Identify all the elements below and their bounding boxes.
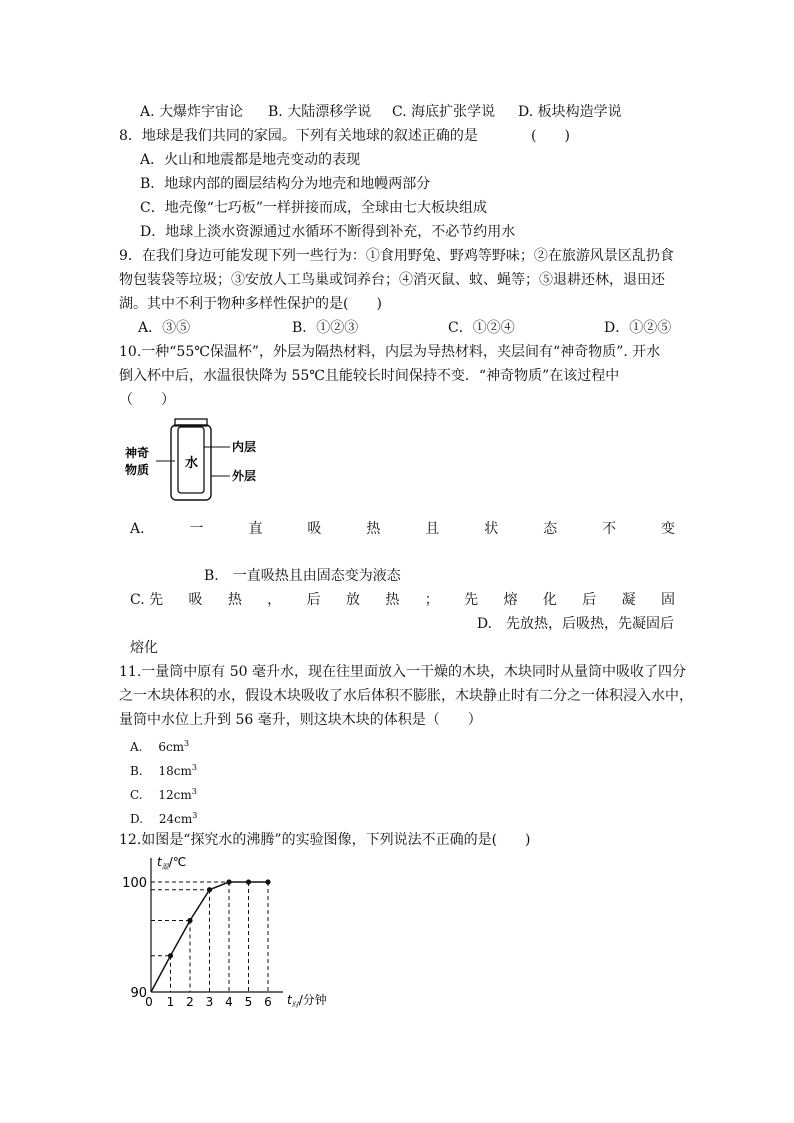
- q11-line-1: 11.一量筒中原有 50 毫升水，现在往里面放入一干燥的木块，木块同时从量筒中吸收了四分: [119, 664, 686, 680]
- q11-option-d: [130, 806, 197, 829]
- q10-option-a-char: A.: [130, 521, 145, 537]
- q10-option-a-char: 热: [366, 521, 381, 537]
- q10-line-3: （ ）: [119, 392, 175, 408]
- q10-option-d-continued: 熔化: [130, 640, 158, 656]
- q8-option-b: B．地球内部的圈层结构分为地壳和地幔两部分: [140, 176, 431, 192]
- q9-option-a: A．③⑤: [138, 320, 191, 336]
- q10-option-a-char: 直: [248, 521, 263, 537]
- y-axis-label: [157, 855, 186, 871]
- q10-option-c-char: 后: [306, 592, 321, 608]
- q10-option-b: B. 一直吸热且由固态变为液态: [204, 568, 401, 584]
- q10-line-2: 倒入杯中后，水温很快降为 55℃且能较长时间保持不变．“神奇物质”在该过程中: [119, 368, 620, 384]
- x-tick-label: 4: [225, 995, 233, 1009]
- x-axis-label: [287, 992, 327, 1009]
- y-tick-label: 90: [130, 986, 147, 1001]
- q9-option-d: D．①②⑤: [604, 320, 672, 336]
- q10-option-c-char: 热: [227, 592, 242, 608]
- data-point: [246, 879, 251, 884]
- q9-option-b: B．①②③: [292, 320, 359, 336]
- q10-option-a-char: 不: [602, 521, 617, 537]
- figure-label-water: 水: [185, 456, 199, 471]
- x-tick-label: 6: [264, 995, 272, 1009]
- q11-option-exponent: 3: [192, 811, 198, 820]
- x-tick-label: 2: [186, 995, 194, 1009]
- figure-label-magic-2: 物质: [125, 463, 150, 477]
- q9-line-3: 湖。其中不利于物种多样性保护的是( ): [119, 296, 382, 312]
- q11-line-3: 量筒中水位上升到 56 毫升，则这块木块的体积是（ ）: [119, 712, 482, 728]
- data-point: [207, 887, 212, 892]
- x-tick-label: 3: [205, 995, 214, 1009]
- x-tick-label: 5: [244, 995, 253, 1009]
- y-axis-var: t: [157, 855, 162, 869]
- q10-option-c-char: 热: [385, 592, 400, 608]
- thermos-cup-figure: [122, 415, 272, 515]
- q11-option-c: [130, 782, 197, 805]
- q10-option-a-char: 吸: [307, 521, 322, 537]
- y-tick-label: 100: [122, 876, 147, 891]
- q10-option-a-char: 变: [661, 521, 675, 537]
- data-point: [168, 953, 173, 958]
- q10-option-c-char: 化: [542, 592, 557, 608]
- q10-option-c-char: 固: [661, 592, 675, 608]
- q7-option-d: D. 板块构造学说: [518, 104, 622, 120]
- q10-option-a-char: 态: [543, 521, 558, 537]
- q11-option-a: [130, 734, 189, 757]
- chart-points: [168, 879, 271, 958]
- figure-label-inner: 内层: [232, 440, 257, 454]
- x-tick-label: 1: [166, 995, 175, 1009]
- q12-stem: 12.如图是“探究水的沸腾”的实验图像，下列说法不正确的是( ): [119, 832, 531, 848]
- q11-option-value: 6cm: [158, 740, 185, 754]
- q11-option-exponent: 3: [184, 739, 190, 748]
- q11-option-b: [130, 758, 197, 781]
- q8-stem: 8．地球是我们共同的家园。下列有关地球的叙述正确的是: [119, 128, 478, 144]
- q10-option-c-char: 凝: [621, 592, 636, 608]
- q10-option-d: D. 先放热，后吸热，先凝固后: [476, 616, 674, 632]
- q11-option-letter: B.: [130, 764, 143, 778]
- q10-option-a-char: 且: [425, 521, 440, 537]
- q10-option-a: [130, 519, 675, 539]
- q8-option-d: D．地球上淡水资源通过水循环不断得到补充，不必节约用水: [140, 224, 516, 240]
- y-axis-unit: /℃: [168, 855, 187, 869]
- x-tick-label: 0: [145, 995, 153, 1009]
- q10-option-c-char: 吸: [188, 592, 203, 608]
- figure-label-outer: 外层: [232, 469, 257, 483]
- q11-option-value: 18cm: [158, 764, 192, 778]
- q8-option-c: C．地壳像“七巧板”一样拼接而成，全球由七大板块组成: [140, 200, 488, 216]
- figure-label-magic-1: 神奇: [125, 446, 150, 460]
- q11-option-letter: D.: [130, 812, 144, 826]
- q10-option-c: [130, 590, 675, 610]
- q10-option-c-char: 先: [464, 592, 479, 608]
- q11-option-letter: C.: [130, 788, 143, 802]
- data-point: [265, 879, 270, 884]
- chart-guide-lines: [151, 882, 268, 992]
- q8-answer-paren: ( ): [531, 128, 570, 144]
- q10-option-c-char: 放: [346, 592, 360, 608]
- y-axis-subscript: 温: [161, 863, 169, 871]
- data-point: [226, 879, 231, 884]
- q10-line-1: 10.一种“55℃保温杯”，外层为隔热材料，内层为导热材料，夹层间有“神奇物质”. 开水: [119, 344, 661, 360]
- q7-option-b: B. 大陆漂移学说: [268, 104, 372, 120]
- q8-option-a: A．火山和地震都是地壳变动的表现: [140, 152, 361, 168]
- x-axis-var: t: [287, 993, 292, 1007]
- q11-line-2: 之一木块体积的水，假设木块吸收了水后体积不膨胀，木块静止时有二分之一体积浸入水中，: [119, 688, 693, 704]
- q7-option-c: C. 海底扩张学说: [392, 104, 496, 120]
- q11-option-exponent: 3: [191, 763, 197, 772]
- x-axis-unit: /分钟: [298, 993, 327, 1007]
- q11-option-value: 24cm: [158, 812, 193, 826]
- q10-option-a-char: 状: [484, 521, 499, 537]
- q10-option-a-char: 一: [189, 521, 204, 537]
- q10-option-c-char: ；: [424, 592, 439, 608]
- q7-option-a: A. 大爆炸宇宙论: [140, 104, 244, 120]
- q9-line-2: 物包装袋等垃圾；③安放人工鸟巢或饲养台；④消灭鼠、蚊、蝇等；⑤退耕还林，退田还: [119, 272, 665, 288]
- q9-line-1: 9．在我们身边可能发现下列一些行为：①食用野兔、野鸡等野味；②在旅游风景区乱扔食: [119, 248, 674, 264]
- data-point: [187, 918, 192, 923]
- x-axis-subscript: 时: [291, 1001, 299, 1009]
- q11-option-exponent: 3: [191, 787, 197, 796]
- q9-option-c: C．①②④: [448, 320, 515, 336]
- q11-option-value: 12cm: [158, 788, 192, 802]
- q10-option-c-char: ，: [267, 592, 282, 608]
- boiling-temperature-chart: [115, 852, 335, 1012]
- q11-option-letter: A.: [130, 740, 143, 754]
- q10-option-c-char: 熔: [503, 592, 518, 608]
- q10-option-c-char: 后: [582, 592, 597, 608]
- q10-option-c-char: C. 先: [130, 592, 164, 608]
- chart-ticks: [122, 876, 272, 1009]
